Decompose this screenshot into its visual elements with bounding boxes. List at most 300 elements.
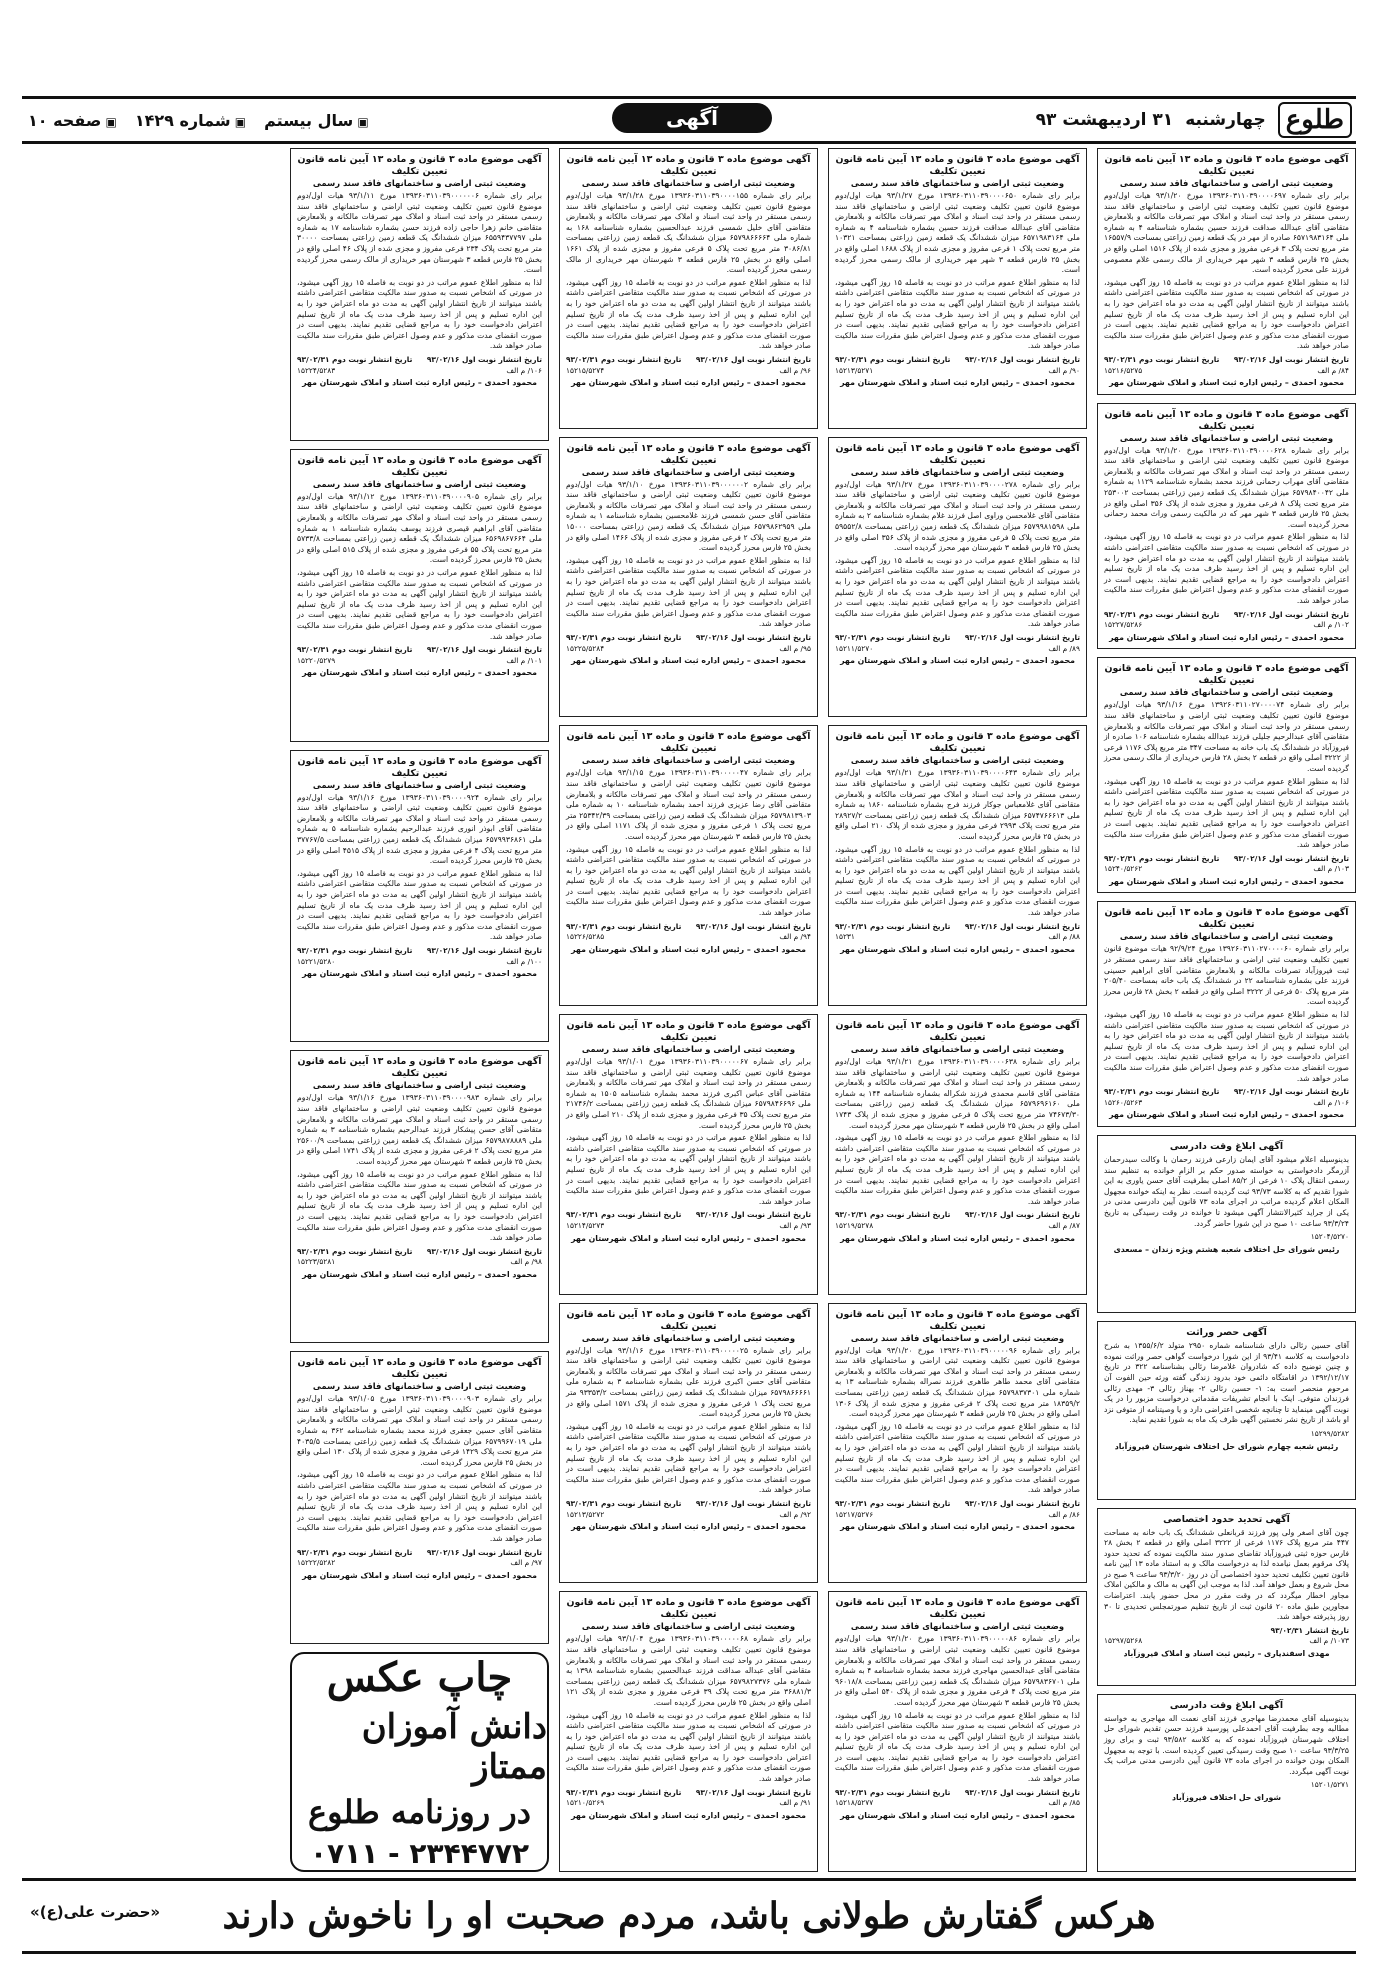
ad-body: برابر رای شماره ۱۳۹۳۶۰۳۱۱۰۳۹۰۰۰۰۹۰۵ مورخ ۹۳/۱/۱۲ هیات اول/دوم موضوع قانون تعیین تکلیف وضعیت ثبتی اراضی و ساختمانهای فاقد سند رسمی مستقر در واحد ثبت اسناد و املاک مهر تصرفات مالکانه و بلامعارض متقاضی آقای ابراهیم قیصری فرزند یوسف بشماره شناسنامه ۱ به شماره ملی ۶۵۶۹۸۶۷۶۶۴ میزان ششدانگ یک قطعه زمین زراعتی بمساحت ۵۷۳۳/۸ متر مربع تحت پلاک ۵۵ فرعی مفروز و مجزی شده از پلاک ۵۱۵ اصلی واقع در بخش ۲۵ فارس محرز گردیده است. [297,491,543,565]
ad-body: برابر رای شماره ۱۳۹۳۶۰۳۱۱۰۳۹۰۰۰۰۶۳۸ مورخ ۹۳/۱/۲۱ هیات اول/دوم موضوع قانون تعیین تکلیف وضعیت ثبتی اراضی و ساختمانهای فاقد سند رسمی مستقر در واحد ثبت اسناد و املاک مهر تصرفات مالکانه و بلامعارض متقاضی آقای قاسم محمدی فرزند شکراله بشماره شناسنامه ۱۴۴ به شماره ملی ۶۵۷۹۶۹۶۱۶۰ میزان ششدانگ یک قطعه زمین زراعتی بمساحت ۷۴۶۷۳/۳۰ متر مربع تحت پلاک ۵ فرعی مفروز و مجزی شده از پلاک ۱۷۴۳ اصلی واقع در بخش ۲۵ فارس قطعه ۳ شهرستان مهر محرز گردیده است. [835,1057,1080,1130]
ad-number: ۹۰/ م الف [1048,365,1080,375]
ad-title: آگهی موضوع ماده ۳ قانون و ماده ۱۳ آیین نامه قانون تعیین تکلیف [566,731,811,755]
publish-date-second: تاریخ انتشار نوبت دوم ۹۳/۰۲/۳۱ [566,1499,682,1508]
classified-ad [559,1014,818,1295]
ad-signature: محمود احمدی – رئیس اداره ثبت اسناد و املاک شهرستان مهر [302,378,537,388]
publish-date-first: تاریخ انتشار نوبت اول ۹۳/۰۲/۱۶ [964,921,1080,931]
promo-line-2: دانش آموزان ممتاز [361,1706,547,1787]
classified-ad [1097,901,1356,1127]
ad-title: آگهی موضوع ماده ۳ قانون و ماده ۱۳ آیین نامه قانون تعیین تکلیف [835,1020,1080,1044]
ad-column [290,148,549,1872]
publish-date-first: تاریخ انتشار نوبت اول ۹۳/۰۲/۱۶ [426,1547,542,1557]
publish-date-first: تاریخ انتشار نوبت اول ۹۳/۰۲/۱۶ [1233,1087,1349,1097]
ad-body: برابر رای شماره ۱۳۹۳۶۰۳۱۱۰۳۹۰۰۰۰۶۵۰ مورخ ۹۳/۱/۲۷ هیات اول/دوم موضوع قانون تعیین تکلیف وضعیت ثبتی اراضی و ساختمانهای فاقد سند رسمی مستقر در واحد ثبت اسناد و املاک مهر تصرفات مالکانه و بلامعارض متقاضی آقای عبدالله صداقت فرزند حسین بشماره شناسنامه ۴ به شماره ملی ۶۵۷۱۹۸۳۱۶۴ میزان ششدانگ یک قطعه زمین زراعتی بمساحت ۱۰۳۲۱ متر مربع تحت پلاک ۱ فرعی مفروز و مجزی شده از پلاک ۱۶۸۸ اصلی واقع در بخش ۲۵ فارس قطعه ۳ شهر مهر خریداری از مالک رسمی محرز گردیده است. [835,191,1081,275]
classified-ad [290,750,549,1043]
ad-subtitle: وضعیت ثبتی اراضی و ساختمانهای فاقد سند رسمی [850,1044,1065,1055]
ad-number: ۸۸/ م الف [1048,932,1080,942]
ad-number: ۱۰۷۳/ م الف [1309,1636,1349,1646]
publish-date-second: تاریخ انتشار نوبت دوم ۹۳/۰۲/۳۱ [1104,609,1220,619]
ad-title: آگهی موضوع ماده ۳ قانون و ماده ۱۳ آیین نامه قانون تعیین تکلیف [566,1308,811,1332]
publish-date-first: تاریخ انتشار نوبت اول ۹۳/۰۲/۱۶ [426,1246,542,1256]
ad-body: برابر رای شماره ۱۳۹۲۶۰۳۱۱۰۲۷۰۰۰۰۶۰ مورخ ۹۲/۹/۲۴ هیات موضوع قانون تعیین تکلیف وضعیت ثبتی اراضی و ساختمانهای فاقد سند رسمی مستقر در ثبت فیروزآباد تصرفات مالکانه و بلامعارض متقاضی آقای ابراهیم حسینی فرزند علی بشماره شناسنامه ۲۲ در ششدانگ یک باب خانه بمساحت ۲۰۵/۴۰ متر مربع پلاک ۵۰ فرعی از ۳۲۲۲ اصلی واقع در قطعه ۲ بخش ۲۸ فارس محرز گردیده است. [1104,944,1350,1007]
classified-ad [559,1591,818,1872]
ad-subtitle: وضعیت ثبتی اراضی و ساختمانهای فاقد سند رسمی [581,755,796,766]
ad-body: بدینوسیله اعلام میشود آقای ایمان زارعی فرزند رحمان با وکالت سیدرحمان آزرمگر دادخواستی به خواسته صدور حکم بر الزام خوانده به تنظیم سند رسمی انتقال پلاک ۱۰ فرعی از ۸۵/۲ اصلی بطرفیت آقای حسن یاوری به این شورا تقدیم که به کلاسه ۹۳/۷۳ ثبت گردیده است. نظر به اینکه خوانده مجهول المکان اعلام گردیده مراتب در اجرای ماده ۷۳ قانون آیین دادرسی مدنی در یکی از جراید کثیرالانتشار آگهی میشود تا خوانده در وقت رسیدگی به تاریخ ۹۳/۳/۲۴ ساعت ۱۰ صبح در این شورا حاضر گردد. [1104,1154,1349,1228]
ad-signature: محمود احمدی – رئیس اداره ثبت اسناد و املاک شهرستان مهر [840,378,1075,388]
ad-reference [835,1221,1080,1232]
ad-reference [1104,864,1349,875]
ad-number: ۱۵۲۹۹/۵۲۸۲ [1310,1428,1349,1438]
ad-publish-dates [835,633,1080,644]
ad-code: ۱۵۲۱۱/۵۲۷۰ [835,643,874,653]
ad-signature: محمود احمدی – رئیس اداره ثبت اسناد و املاک شهرستان مهر [302,1269,537,1279]
classified-ad [1097,657,1356,893]
ad-signature: محمود احمدی – رئیس اداره ثبت اسناد و املاک شهرستان مهر [1109,1110,1344,1120]
publish-date-second: تاریخ انتشار نوبت دوم ۹۳/۰۲/۳۱ [1104,853,1220,863]
ad-body: برابر رای شماره ۱۳۹۳۶۰۳۱۱۰۳۹۰۰۰۰۶۲۸ مورخ ۹۳/۱/۲۰ هیات اول/دوم موضوع قانون تعیین تکلیف وضعیت ثبتی اراضی و ساختمانهای فاقد سند رسمی مستقر در واحد ثبت اسناد و املاک مهر تصرفات مالکانه و بلامعارض متقاضی آقای مهراب رحمانی فرزند محمد بشماره شناسنامه ۱۱۲۹ به شماره ملی ۶۵۷۹۸۴۰۰۴۲ میزان ششدانگ یک قطعه زمین زراعتی بمساحت ۲۵۳۰۰۲ متر مربع تحت پلاک ۸ فرعی مفروز و مجزی شده از پلاک ۳۵۶ اصلی واقع در بخش ۲۵ فارس قطعه ۳ شهر مهر که در مالکیت رسمی وراث محمد رحمانی محرز گردیده است. [1104,445,1350,529]
ad-signature: محمود احمدی – رئیس اداره ثبت اسناد و املاک شهرستان مهر [571,1233,806,1243]
ad-publish-dates [1104,355,1349,366]
ad-reference [297,366,542,377]
issue-day: چهارشنبه [1185,110,1266,130]
ad-body: برابر رای شماره ۱۳۹۳۶۰۳۱۱۰۳۹۰۰۰۰۰۰۶ مورخ ۹۳/۱/۱۱ هیات اول/دوم موضوع قانون تعیین تکلیف وضعیت ثبتی اراضی و ساختمانهای فاقد سند رسمی مستقر در واحد ثبت اسناد و املاک مهر تصرفات مالکانه و بلامعارض متقاضی خانم زهرا حاجی زاده فرزند حسن بشماره شناسنامه ۱۷ به شماره ملی ۶۵۵۹۴۳۷۷۹۷ میزان ششدانگ یک قطعه زمین زراعتی بمساحت ۳۰۰۰۰ متر مربع تحت پلاک ۲۳۴ فرعی مفروز و مجزی شده از پلاک ۴۶ اصلی واقع در بخش ۲۵ فارس قطعه ۳ شهرستان مهر خریداری از مالک رسمی محرز گردیده است. [297,191,543,275]
ad-reference [566,644,811,655]
ad-number: ۹۳/ م الف [779,1220,811,1230]
ad-signature: محمود احمدی – رئیس اداره ثبت اسناد و املاک شهرستان مهر [302,668,537,678]
newspaper-page [22,96,1356,1952]
section-title: آگهی [612,103,772,133]
newspaper-logo: طلوع [1278,102,1352,138]
ad-body: برابر رای شماره ۱۳۹۳۶۰۳۱۱۰۳۹۰۰۰۰۲۷۸ مورخ ۹۳/۱/۲۷ هیات اول/دوم موضوع قانون تعیین تکلیف وضعیت ثبتی اراضی و ساختمانهای فاقد سند رسمی مستقر در واحد ثبت اسناد و املاک مهر تصرفات مالکانه و بلامعارض متقاضی آقای غلامحسن وراوی اصل فرزند غلام بشماره شناسنامه ۲ به شماره ملی ۶۵۷۹۹۸۱۵۹۸ میزان ششدانگ یک قطعه زمین زراعتی بمساحت ۵۹۵۵۲/۸ متر مربع تحت پلاک ۵ فرعی مفروز و مجزی شده از پلاک ۳۵۶ اصلی واقع در بخش ۲۵ فارس قطعه ۳ شهرستان مهر محرز گردیده است. [835,479,1081,553]
ad-title: آگهی موضوع ماده ۳ قانون و ماده ۱۳ آیین نامه قانون تعیین تکلیف [297,154,542,177]
publish-date-second: تاریخ انتشار نوبت دوم ۹۳/۰۲/۳۱ [297,645,413,655]
ad-publish-dates [1104,1087,1349,1098]
ad-code: ۱۵۲۲۱/۵۲۸۰ [297,956,336,966]
ad-title: آگهی تحدید حدود اختصاصی [1163,1513,1290,1525]
publish-date-second: تاریخ انتشار نوبت دوم ۹۳/۰۲/۳۱ [297,354,413,364]
ad-publish-dates [297,1247,542,1258]
ad-title: آگهی موضوع ماده ۳ قانون و ماده ۱۳ آیین نامه قانون تعیین تکلیف [297,1357,542,1381]
publish-date-first: تاریخ انتشار نوبت اول ۹۳/۰۲/۱۶ [426,354,542,364]
classified-ad [828,148,1087,429]
classified-ad [1097,1135,1356,1313]
publish-date-second: تاریخ انتشار نوبت دوم ۹۳/۰۲/۳۱ [1104,1087,1220,1097]
ad-number: ۱۰۲/ م الف [1313,620,1349,630]
ad-title: آگهی موضوع ماده ۳ قانون و ماده ۱۳ آیین نامه قانون تعیین تکلیف [835,154,1080,177]
ad-publish-dates [835,1210,1080,1221]
ad-body: آقای حسین رئالی دارای شناسنامه شماره ۲۹۵۰ متولد ۱۳۵۵/۶/۲ به شرح دادخواست به کلاسه ۹۳/۴۱ از این شورا درخواست گواهی حصر وراثت نموده و چنین توضیح داده که شادروان غلامرضا رئالی بشناسنامه ۳۲۲ در تاریخ ۱۳۹۲/۱۲/۱۷ در اقامتگاه دائمی خود بدرود زندگی گفته ورثه حین الفوت آن مرحوم منحصر است به: ۱- حسین رئالی ۲- بهناز رئالی ۳- مهدی رئالی فرزندان متوفی. اینک با انجام تشریفات مقدماتی درخواست مزبور را در یک نوبت آگهی مینماید تا چنانچه شخصی اعتراضی دارد و یا وصیتنامه از متوفی نزد او باشد از تاریخ نشر نخستین آگهی ظرف یک ماه به شورا تقدیم نماید. [1104,1341,1349,1425]
ad-publish-dates [566,355,811,366]
ad-number: ۱۰۰/ م الف [506,956,542,966]
publish-date-first: تاریخ انتشار نوبت اول ۹۳/۰۲/۱۶ [964,1210,1080,1220]
ad-publish-dates [1104,1626,1349,1637]
publish-date-first: تاریخ انتشار نوبت اول ۹۳/۰۲/۱۶ [695,921,811,931]
ad-subtitle: وضعیت ثبتی اراضی و ساختمانهای فاقد سند رسمی [312,1381,527,1392]
masthead-left [22,111,369,130]
ad-publish-dates [1104,610,1349,621]
ad-subtitle: وضعیت ثبتی اراضی و ساختمانهای فاقد سند رسمی [581,178,796,188]
ad-reference [1104,1429,1349,1440]
ad-title: آگهی موضوع ماده ۳ قانون و ماده ۱۳ آیین نامه قانون تعیین تکلیف [1104,154,1349,177]
publish-date-second: تاریخ انتشار نوبت دوم ۹۳/۰۲/۳۱ [835,632,951,642]
ad-publish-dates [297,1548,542,1559]
ad-signature: محمود احمدی – رئیس اداره ثبت اسناد و املاک شهرستان مهر [840,656,1075,666]
ad-body: برابر رای شماره ۱۳۹۳۶۰۳۱۱۰۳۹۰۰۰۰۰۶۷ مورخ ۹۳/۱/۰۱ هیات اول/دوم موضوع قانون تعیین تکلیف وضعیت ثبتی اراضی و ساختمانهای فاقد سند رسمی مستقر در واحد ثبت اسناد و املاک مهر تصرفات مالکانه و بلامعارض متقاضی آقای عباس اکبری فرزند محمد بشماره شناسنامه ۱۵۰۵ به شماره ملی ۶۵۷۹۸۴۶۶۹۶ میزان ششدانگ یک قطعه زمین زراعتی بمساحت ۲۱۷۴۶/۲ متر مربع تحت پلاک ۳۵ فرعی مفروز و مجزی شده از پلاک ۲۱۰ اصلی واقع در بخش ۲۵ فارس محرز گردیده است. [566,1057,812,1130]
ad-signature: محمود احمدی – رئیس اداره ثبت اسناد و املاک شهرستان مهر [840,1233,1075,1243]
ad-title: آگهی ابلاغ وقت دادرسی [1169,1140,1284,1152]
publish-date-second: تاریخ انتشار نوبت دوم ۹۳/۰۲/۳۱ [1104,354,1220,364]
ad-signature: محمود احمدی – رئیس اداره ثبت اسناد و املاک شهرستان مهر [840,1810,1075,1820]
ad-title: آگهی موضوع ماده ۳ قانون و ماده ۱۳ آیین نامه قانون تعیین تکلیف [297,755,542,779]
ad-column [1097,148,1356,1872]
ad-publish-dates [566,1499,811,1510]
ad-body: برابر رای شماره ۱۳۹۳۶۰۳۱۱۰۳۹۰۰۰۰۰۹۶ مورخ ۹۳/۱/۲۰ هیات اول/دوم موضوع قانون تعیین تکلیف وضعیت ثبتی اراضی و ساختمانهای فاقد سند رسمی مستقر در واحد ثبت اسناد و املاک مهر تصرفات مالکانه و بلامعارض متقاضی آقای محمد طاهر طاهری فرزند نصراله بشماره شناسنامه ۱۳ به شماره ملی ۶۵۷۹۸۳۷۳۰۱ میزان ششدانگ یک قطعه زمین زراعتی بمساحت ۱۸۳۵۹/۲ متر مربع تحت پلاک ۲ فرعی مفروز و مجزی شده از پلاک ۱۳۰۶ اصلی واقع در بخش ۲۵ فارس قطعه ۳ شهرستان مهر محرز گردیده است. [835,1345,1080,1419]
ad-number: ۱۰۳/ م الف [1313,864,1349,874]
ad-subtitle: وضعیت ثبتی اراضی و ساختمانهای فاقد سند رسمی [312,779,527,790]
ad-reference [297,1558,542,1569]
ad-reference [566,932,811,943]
publish-date-first: تاریخ انتشار نوبت اول ۹۳/۰۲/۱۶ [426,645,542,655]
ad-number: ۸۹/ م الف [1048,643,1080,653]
footer-attribution: «حضرت علی(ع)» [30,1903,161,1921]
publish-date-second: تاریخ انتشار نوبت دوم ۹۳/۰۲/۳۱ [566,632,682,642]
ad-number: ۱۵۲۰۱/۵۲۷۱ [1310,1780,1349,1790]
ad-body: برابر رای شماره ۱۳۹۳۶۰۳۱۱۰۳۹۰۰۰۰۶۹۷ مورخ ۹۳/۱/۲۰ هیات اول/دوم موضوع قانون تعیین تکلیف وضعیت ثبتی اراضی و ساختمانهای فاقد سند رسمی مستقر در واحد ثبت اسناد و املاک مهر تصرفات مالکانه و بلامعارض متقاضی آقای عبدالله صداقت فرزند حسین بشماره شناسنامه ۴ به شماره ملی ۶۵۷۱۹۸۳۱۶۴ صادره از مهر در یک قطعه زمین زراعتی بمساحت ۱۶۵۵۷/۹ متر مربع تحت پلاک ۳ فرعی مفروز و مجزی شده از پلاک ۱۵۱۶ اصلی واقع در بخش ۲۵ فارس قطعه ۳ شهر مهر خریداری از مالک رسمی غلام معصومی فرزند علی محرز گردیده است. [1104,191,1350,275]
ad-title: آگهی موضوع ماده ۳ قانون و ماده ۱۳ آیین نامه قانون تعیین تکلیف [1104,907,1349,931]
ad-subtitle: وضعیت ثبتی اراضی و ساختمانهای فاقد سند رسمی [850,466,1065,477]
ad-title: آگهی موضوع ماده ۳ قانون و ماده ۱۳ آیین نامه قانون تعیین تکلیف [835,1308,1080,1332]
ad-reference [835,932,1080,943]
publish-date-first: تاریخ انتشار نوبت اول ۹۳/۰۲/۱۶ [695,354,811,364]
ad-legal-notice: لذا به منظور اطلاع عموم مراتب در دو نوبت به فاصله ۱۵ روز آگهی میشود، در صورتی که اشخاص نسبت به صدور سند مالکیت متقاضی اعتراضی داشته باشند میتوانند از تاریخ انتشار اولین آگهی به مدت دو ماه اعتراض خود را به این اداره تسلیم و پس از اخذ رسید ظرف مدت یک ماه از تاریخ تسلیم اعتراض دادخواست خود را به مراجع قضایی تقدیم نمایند. بدیهی است در صورت انقضای مدت مذکور و عدم وصول اعتراض طبق مقررات سند مالکیت صادر خواهد شد. [835,1421,1081,1495]
promo-line-1: چاپ عکس [326,1653,513,1701]
ad-number: ۸۷/ م الف [1048,1220,1080,1230]
ad-signature: محمود احمدی – رئیس اداره ثبت اسناد و املاک شهرستان مهر [1109,632,1344,642]
ad-code: ۱۵۲۲۰/۵۲۷۹ [297,655,336,665]
publish-date-first: تاریخ انتشار نوبت اول ۹۳/۰۲/۱۶ [964,1787,1080,1797]
classified-ad [1097,403,1356,650]
ad-publish-dates [835,1499,1080,1510]
ad-subtitle: وضعیت ثبتی اراضی و ساختمانهای فاقد سند رسمی [581,466,796,477]
ad-title: آگهی موضوع ماده ۳ قانون و ماده ۱۳ آیین نامه قانون تعیین تکلیف [566,154,811,177]
ad-publish-dates [566,1210,811,1221]
ad-number: ۱۰۶/ م الف [1313,1097,1349,1107]
ad-subtitle: وضعیت ثبتی اراضی و ساختمانهای فاقد سند رسمی [850,178,1065,188]
ad-publish-dates [566,922,811,933]
ad-code: ۱۵۲۱۹/۵۲۷۸ [835,1220,874,1230]
ad-title: آگهی موضوع ماده ۳ قانون و ماده ۱۳ آیین نامه قانون تعیین تکلیف [835,731,1080,755]
ad-subtitle: وضعیت ثبتی اراضی و ساختمانهای فاقد سند رسمی [850,755,1065,766]
classified-ad [828,1303,1087,1584]
ad-code: ۱۵۲۲۲/۵۲۸۲ [297,1558,336,1568]
classified-ad [290,449,549,742]
ad-signature: محمود احمدی – رئیس اداره ثبت اسناد و املاک شهرستان مهر [840,1522,1075,1532]
ad-body: برابر رای شماره ۱۳۹۳۶۰۳۱۱۰۳۹۰۰۰۰۹۰۳ مورخ ۹۳/۱/۰۵ هیات اول/دوم موضوع قانون تعیین تکلیف وضعیت ثبتی اراضی و ساختمانهای فاقد سند رسمی مستقر در واحد ثبت اسناد و املاک مهر تصرفات مالکانه و بلامعارض متقاضی آقای حسین جعفری فرزند محمد بشماره شناسنامه ۳۶۲ به شماره ملی ۶۵۷۹۹۶۷۰۱۹ میزان ششدانگ یک قطعه زمین زراعتی بمساحت ۴۰۳۵/۵ متر مربع تحت پلاک ۱۴۲۹ فرعی مفروز و مجزی شده از پلاک ۱۳۰ اصلی واقع در بخش ۲۵ فارس محرز گردیده است. [297,1394,543,1467]
ad-reference [835,366,1080,377]
ad-body: برابر رای شماره ۱۳۹۳۶۰۳۱۱۰۳۹۰۰۰۰۰۸۶ مورخ ۹۳/۱/۲۰ هیات اول/دوم موضوع قانون تعیین تکلیف وضعیت ثبتی اراضی و ساختمانهای فاقد سند رسمی مستقر در واحد ثبت اسناد و املاک مهر تصرفات مالکانه و بلامعارض متقاضی آقای عبدالحسین مهاجری فرزند محمد بشماره شناسنامه ۴ به شماره ملی ۶۵۷۹۸۳۶۷۰۱ میزان ششدانگ یک قطعه زمین زراعتی بمساحت ۹۶۰۱۸/۸ متر مربع تحت پلاک ۴ فرعی مفروز و مجزی شده از پلاک ۵۴۰ اصلی واقع در بخش ۲۵ فارس قطعه ۳ شهرستان مهر محرز گردیده است. [835,1634,1081,1707]
ad-legal-notice: لذا به منظور اطلاع عموم مراتب در دو نوبت به فاصله ۱۵ روز آگهی میشود، در صورتی که اشخاص نسبت به صدور سند مالکیت متقاضی اعتراضی داشته باشند میتوانند از تاریخ انتشار اولین آگهی به مدت دو ماه اعتراض خود را به این اداره تسلیم و پس از اخذ رسید ظرف مدت یک ماه از تاریخ تسلیم اعتراض دادخواست خود را به مراجع قضایی تقدیم نمایند. بدیهی است در صورت انقضای مدت مذکور و عدم وصول اعتراض طبق مقررات سند مالکیت صادر خواهد شد. [297,1169,543,1243]
ad-legal-notice: لذا به منظور اطلاع عموم مراتب در دو نوبت به فاصله ۱۵ روز آگهی میشود، در صورتی که اشخاص نسبت به صدور سند مالکیت متقاضی اعتراضی داشته باشند میتوانند از تاریخ انتشار اولین آگهی به مدت دو ماه اعتراض خود را به این اداره تسلیم و پس از اخذ رسید ظرف مدت یک ماه از تاریخ تسلیم اعتراض دادخواست خود را به مراجع قضایی تقدیم نمایند. بدیهی است در صورت انقضای مدت مذکور و عدم وصول اعتراض طبق مقررات سند مالکیت صادر خواهد شد. [835,555,1081,629]
ad-code: ۱۵۲۱۶/۵۲۷۵ [1104,365,1143,375]
classified-ad [559,148,818,429]
ad-legal-notice: لذا به منظور اطلاع عموم مراتب در دو نوبت به فاصله ۱۵ روز آگهی میشود، در صورتی که اشخاص نسبت به صدور سند مالکیت متقاضی اعتراضی داشته باشند میتوانند از تاریخ انتشار اولین آگهی به مدت دو ماه اعتراض خود را به این اداره تسلیم و پس از اخذ رسید ظرف مدت یک ماه از تاریخ تسلیم اعتراض دادخواست خود را به مراجع قضایی تقدیم نمایند. بدیهی است در صورت انقضای مدت مذکور و عدم وصول اعتراض طبق مقررات سند مالکیت صادر خواهد شد. [1104,277,1350,351]
ad-body: بدینوسیله آقای محمدرضا مهاجری فرزند آقای نعمت اله مهاجری به خواسته مطالبه وجه بطرفیت آقای احمدعلی پورسید فرزند حسن تقدیم شورای حل اختلاف شهرستان فیروزآباد نموده که به کلاسه ۹۳/۵۸۲ ثبت و برای روز ۹۳/۳/۲۵ ساعت ۱۰ صبح وقت رسیدگی تعیین گردیده است. با توجه به مجهول المکان بودن خوانده در اجرای ماده ۷۳ قانون آیین دادرسی مدنی مراتب یک نوبت آگهی میگردد. [1104,1713,1349,1776]
ad-legal-notice: لذا به منظور اطلاع عموم مراتب در دو نوبت به فاصله ۱۵ روز آگهی میشود، در صورتی که اشخاص نسبت به صدور سند مالکیت متقاضی اعتراضی داشته باشند میتوانند از تاریخ انتشار اولین آگهی به مدت دو ماه اعتراض خود را به این اداره تسلیم و پس از اخذ رسید ظرف مدت یک ماه از تاریخ تسلیم اعتراض دادخواست خود را به مراجع قضایی تقدیم نمایند. بدیهی است در صورت انقضای مدت مذکور و عدم وصول اعتراض طبق مقررات سند مالکیت صادر خواهد شد. [835,1133,1081,1206]
ad-number: ۹۷/ م الف [510,1558,542,1568]
publish-date-second: تاریخ انتشار نوبت دوم ۹۳/۰۲/۳۱ [297,1547,413,1557]
ad-subtitle: وضعیت ثبتی اراضی و ساختمانهای فاقد سند رسمی [581,1621,796,1632]
ad-body: برابر رای شماره ۱۳۹۳۶۰۳۱۱۰۳۹۰۰۰۰۰۲۵ مورخ ۹۳/۱/۱۶ هیات اول/دوم موضوع قانون تعیین تکلیف وضعیت ثبتی اراضی و ساختمانهای فاقد سند رسمی مستقر در واحد ثبت اسناد و املاک مهر تصرفات مالکانه و بلامعارض متقاضی آقای حسن اکبری فرزند علی بشماره شناسنامه ۳ به شماره ملی ۶۵۷۹۸۶۶۶۶۱ میزان ششدانگ یک قطعه زمین زراعتی بمساحت ۹۳۳۵۳/۲ متر مربع تحت پلاک ۱ فرعی مفروز و مجزی شده از پلاک ۱۵۷۱ اصلی واقع در بخش ۲۵ فارس محرز گردیده است. [566,1345,811,1419]
ad-title: آگهی موضوع ماده ۳ قانون و ماده ۱۳ آیین نامه قانون تعیین تکلیف [835,442,1080,466]
publish-date-first: تاریخ انتشار نوبت اول ۹۳/۰۲/۱۶ [1233,853,1349,863]
ad-signature: محمود احمدی – رئیس اداره ثبت اسناد و املاک شهرستان مهر [571,378,806,388]
ad-signature: محمود احمدی – رئیس اداره ثبت اسناد و املاک شهرستان مهر [302,1570,537,1580]
ad-legal-notice: لذا به منظور اطلاع عموم مراتب در دو نوبت به فاصله ۱۵ روز آگهی میشود، در صورتی که اشخاص نسبت به صدور سند مالکیت متقاضی اعتراضی داشته باشند میتوانند از تاریخ انتشار اولین آگهی به مدت دو ماه اعتراض خود را به این اداره تسلیم و پس از اخذ رسید ظرف مدت یک ماه از تاریخ تسلیم اعتراض دادخواست خود را به مراجع قضایی تقدیم نمایند. بدیهی است در صورت انقضای مدت مذکور و عدم وصول اعتراض طبق مقررات سند مالکیت صادر خواهد شد. [297,868,543,942]
ad-reference [835,1510,1080,1521]
ad-body: برابر رای شماره ۱۳۹۳۶۰۳۱۱۰۳۹۰۰۰۰۰۶۸ مورخ ۹۳/۱/۰۴ هیات اول/دوم موضوع قانون تعیین تکلیف وضعیت ثبتی اراضی و ساختمانهای فاقد سند رسمی مستقر در واحد ثبت اسناد و املاک مهر تصرفات مالکانه و بلامعارض متقاضی آقای عبداله صداقت فرزند عبدالحسین بشماره شناسنامه ۱۳۹۸ به شماره ملی ۶۵۷۹۸۲۷۳۷۶ میزان ششدانگ یک قطعه زمین زراعتی بمساحت ۳۶۸۸۱/۳ متر مربع تحت پلاک ۳۹ فرعی مفروز و مجزی شده از پلاک ۱۲۱ اصلی واقع در بخش ۲۵ فارس محرز گردیده است. [566,1634,811,1707]
ad-legal-notice: لذا به منظور اطلاع عموم مراتب در دو نوبت به فاصله ۱۵ روز آگهی میشود، در صورتی که اشخاص نسبت به صدور سند مالکیت متقاضی اعتراضی داشته باشند میتوانند از تاریخ انتشار اولین آگهی به مدت دو ماه اعتراض خود را به این اداره تسلیم و پس از اخذ رسید ظرف مدت یک ماه از تاریخ تسلیم اعتراض دادخواست خود را به مراجع قضایی تقدیم نمایند. بدیهی است در صورت انقضای مدت مذکور و عدم وصول اعتراض طبق مقررات سند مالکیت صادر خواهد شد. [566,555,812,629]
ad-column [559,148,818,1872]
ad-subtitle: وضعیت ثبتی اراضی و ساختمانهای فاقد سند رسمی [1119,432,1334,443]
ad-code: ۱۵۲۳۱ [835,932,855,942]
ad-number: ۸۵/ م الف [1048,1798,1080,1808]
classified-ad [828,1591,1087,1872]
promo-line-3: در روزنامه طلوع [308,1792,531,1831]
publish-date-second: تاریخ انتشار نوبت دوم ۹۳/۰۲/۳۱ [835,354,951,364]
ad-signature: مهدی اسفندیاری – رئیس ثبت اسناد و املاک فیروزآباد [1123,1649,1330,1659]
publish-date-first: تاریخ انتشار نوبت اول ۹۳/۰۲/۱۶ [695,1210,811,1220]
ad-reference [566,366,811,377]
ad-legal-notice: لذا به منظور اطلاع عموم مراتب در دو نوبت به فاصله ۱۵ روز آگهی میشود، در صورتی که اشخاص نسبت به صدور سند مالکیت متقاضی اعتراضی داشته باشند میتوانند از تاریخ انتشار اولین آگهی به مدت دو ماه اعتراض خود را به این اداره تسلیم و پس از اخذ رسید ظرف مدت یک ماه از تاریخ تسلیم اعتراض دادخواست خود را به مراجع قضایی تقدیم نمایند. بدیهی است در صورت انقضای مدت مذکور و عدم وصول اعتراض طبق مقررات سند مالکیت صادر خواهد شد. [1104,532,1350,605]
ad-publish-dates [566,1788,811,1799]
ad-legal-notice: لذا به منظور اطلاع عموم مراتب در دو نوبت به فاصله ۱۵ روز آگهی میشود، در صورتی که اشخاص نسبت به صدور سند مالکیت متقاضی اعتراضی داشته باشند میتوانند از تاریخ انتشار اولین آگهی به مدت دو ماه اعتراض خود را به این اداره تسلیم و پس از اخذ رسید ظرف مدت یک ماه از تاریخ تسلیم اعتراض دادخواست خود را به مراجع قضایی تقدیم نمایند. بدیهی است در صورت انقضای مدت مذکور و عدم وصول اعتراض طبق مقررات سند مالکیت صادر خواهد شد. [835,1710,1081,1784]
ad-body: برابر رای شماره ۱۳۹۳۶۰۳۱۱۰۳۹۰۰۰۰۹۲۴ مورخ ۹۳/۱/۱۶ هیات اول/دوم موضوع قانون تعیین تکلیف وضعیت ثبتی اراضی و ساختمانهای فاقد سند رسمی مستقر در واحد ثبت اسناد و املاک مهر تصرفات مالکانه و بلامعارض متقاضی آقای ابوذر انوری فرزند عبدالرحیم بشماره شناسنامه ۵ به شماره ملی ۶۵۷۹۹۳۶۸۶۱ میزان ششدانگ یک قطعه زمین زراعتی بمساحت ۳۷۷۶۷/۵ متر مربع تحت پلاک ۴ فرعی مفروز و مجزی شده از پلاک ۴۵۱۵ اصلی واقع در بخش ۲۵ فارس محرز گردیده است. [297,792,543,866]
classified-ad [1097,1694,1356,1872]
ad-reference [1104,1232,1349,1243]
masthead-right [1036,102,1356,138]
publish-date-second: تاریخ انتشار نوبت دوم ۹۳/۰۲/۳۱ [835,1210,951,1220]
ad-legal-notice: لذا به منظور اطلاع عموم مراتب در دو نوبت به فاصله ۱۵ روز آگهی میشود، در صورتی که اشخاص نسبت به صدور سند مالکیت متقاضی اعتراضی داشته باشند میتوانند از تاریخ انتشار اولین آگهی به مدت دو ماه اعتراض خود را به این اداره تسلیم و پس از اخذ رسید ظرف مدت یک ماه از تاریخ تسلیم اعتراض دادخواست خود را به مراجع قضایی تقدیم نمایند. بدیهی است در صورت انقضای مدت مذکور و عدم وصول اعتراض طبق مقررات سند مالکیت صادر خواهد شد. [297,567,543,641]
ad-number: ۹۲/ م الف [779,1509,811,1519]
publish-date-first: تاریخ انتشار نوبت اول ۹۳/۰۲/۱۶ [695,632,811,642]
ad-publish-dates [835,355,1080,366]
ad-body: برابر رای شماره ۱۳۹۳۶۰۳۱۱۰۳۹۰۰۰۰۹۸۳ مورخ ۹۳/۱/۱۶ هیات اول/دوم موضوع قانون تعیین تکلیف وضعیت ثبتی اراضی و ساختمانهای فاقد سند رسمی مستقر در واحد ثبت اسناد و املاک مهر تصرفات مالکانه و بلامعارض متقاضی آقای حسن پیشکار فرزند عبدالرحیم بشماره شناسنامه ۳ به شماره ملی ۶۵۷۹۸۷۸۸۸۹ میزان ششدانگ یک قطعه زمین زراعتی بمساحت ۲۵۶۰۰/۹ متر مربع تحت پلاک ۲ فرعی مفروز و مجزی شده از پلاک ۱۷۴۱ اصلی واقع در بخش ۲۵ فارس قطعه ۳ شهرستان مهر محرز گردیده است. [297,1093,543,1166]
publish-date-second: تاریخ انتشار نوبت دوم ۹۳/۰۲/۳۱ [835,1499,951,1508]
ad-reference [297,957,542,968]
publish-date-second: تاریخ انتشار نوبت دوم ۹۳/۰۲/۳۱ [566,921,682,931]
ad-body: چون آقای اصغر ولی پور فرزند قربانعلی ششدانگ یک باب خانه به مساحت ۴۴۷ متر مربع پلاک ۱۱۷۶ فرعی از ۳۲۲۲ اصلی واقع در قطعه ۲ بخش ۲۸ فارس حوزه ثبتی فیروزآباد تقاضای صدور سند مالکیت نموده که تحدید حدود پلاک مرقوم بعمل نیامده لذا به درخواست مالک و به استناد ماده ۱۳ آیین نامه قانون تعیین تکلیف تحدید حدود اختصاصی آن در روز ۹۳/۳/۲۰ ساعت ۹ صبح در محل شروع و بعمل خواهد آمد. لذا به موجب این آگهی به مالک و مالکین املاک مجاور اخطار میگردد که در وقت مقرر در محل حضور یابند. اعتراضات مجاورین طبق ماده ۲۰ قانون ثبت از تاریخ تنظیم صورتمجلس تحدیدی تا ۳۰ روز پذیرفته خواهد شد. [1104,1527,1349,1622]
ad-subtitle: وضعیت ثبتی اراضی و ساختمانهای فاقد سند رسمی [581,1332,796,1343]
ad-body: برابر رای شماره ۱۳۹۲۶۰۳۱۱۰۲۷۰۰۰۰۷۴ مورخ ۹۳/۱/۱۶ هیات اول/دوم موضوع قانون تعیین تکلیف وضعیت ثبتی اراضی و ساختمانهای فاقد سند رسمی مستقر در واحد ثبت اسناد و املاک مهر تصرفات مالکانه و بلامعارض متقاضی آقای عبدالرحیم جلیلی فرزند عبدالله بشماره شناسنامه ۱۰۶ صادره از فیروزآباد در ششدانگ یک باب خانه به مساحت ۳۴۷ متر مربع پلاک ۱۱۷۶ فرعی از ۳۲۲۲ اصلی واقع در قطعه ۲ بخش ۲۸ فارس خریداری از مالک رسمی محرز گردیده است. [1104,700,1350,773]
ad-number: ۱۰۱/ م الف [506,655,542,665]
ad-subtitle: وضعیت ثبتی اراضی و ساختمانهای فاقد سند رسمی [850,1332,1065,1343]
classified-ad [559,437,818,718]
ad-signature: محمود احمدی – رئیس اداره ثبت اسناد و املاک شهرستان مهر [302,969,537,979]
ad-subtitle: وضعیت ثبتی اراضی و ساختمانهای فاقد سند رسمی [1119,178,1334,188]
ad-subtitle: وضعیت ثبتی اراضی و ساختمانهای فاقد سند رسمی [850,1621,1065,1632]
ad-legal-notice: لذا به منظور اطلاع عموم مراتب در دو نوبت به فاصله ۱۵ روز آگهی میشود، در صورتی که اشخاص نسبت به صدور سند مالکیت متقاضی اعتراضی داشته باشند میتوانند از تاریخ انتشار اولین آگهی به مدت دو ماه اعتراض خود را به این اداره تسلیم و پس از اخذ رسید ظرف مدت یک ماه از تاریخ تسلیم اعتراض دادخواست خود را به مراجع قضایی تقدیم نمایند. بدیهی است در صورت انقضای مدت مذکور و عدم وصول اعتراض طبق مقررات سند مالکیت صادر خواهد شد. [566,844,812,918]
ad-legal-notice: لذا به منظور اطلاع عموم مراتب در دو نوبت به فاصله ۱۵ روز آگهی میشود، در صورتی که اشخاص نسبت به صدور سند مالکیت متقاضی اعتراضی داشته باشند میتوانند از تاریخ انتشار اولین آگهی به مدت دو ماه اعتراض خود را به این اداره تسلیم و پس از اخذ رسید ظرف مدت یک ماه از تاریخ تسلیم اعتراض دادخواست خود را به مراجع قضایی تقدیم نمایند. بدیهی است در صورت انقضای مدت مذکور و عدم وصول اعتراض طبق مقررات سند مالکیت صادر خواهد شد. [835,277,1081,351]
ad-subtitle: وضعیت ثبتی اراضی و ساختمانهای فاقد سند رسمی [581,1044,796,1055]
ad-reference [1104,1780,1349,1791]
publish-date-second: تاریخ انتشار نوبت دوم ۹۳/۰۲/۳۱ [566,1210,682,1220]
ad-publish-dates [297,645,542,656]
classified-ad [1097,148,1356,395]
ad-legal-notice: لذا به منظور اطلاع عموم مراتب در دو نوبت به فاصله ۱۵ روز آگهی میشود، در صورتی که اشخاص نسبت به صدور سند مالکیت متقاضی اعتراضی داشته باشند میتوانند از تاریخ انتشار اولین آگهی به مدت دو ماه اعتراض خود را به این اداره تسلیم و پس از اخذ رسید ظرف مدت یک ماه از تاریخ تسلیم اعتراض دادخواست خود را به مراجع قضایی تقدیم نمایند. بدیهی است در صورت انقضای مدت مذکور و عدم وصول اعتراض طبق مقررات سند مالکیت صادر خواهد شد. [1104,1010,1350,1083]
classified-ad [828,437,1087,718]
ad-signature: رئیس شورای حل اختلاف شعبه هشتم ویژه زندان – مسعدی [1113,1244,1340,1254]
ad-number: ۹۵/ م الف [779,643,811,653]
ad-number: ۹۸/ م الف [510,1257,542,1267]
publish-date-first: تاریخ انتشار نوبت اول ۹۳/۰۲/۱۶ [695,1499,811,1508]
ad-reference [566,1221,811,1232]
ad-number: ۹۱/ م الف [779,1798,811,1808]
ad-reference [566,1798,811,1809]
publish-date-second: تاریخ انتشار نوبت دوم ۹۳/۰۲/۳۱ [566,1787,682,1797]
masthead [22,96,1356,144]
page-number: ▣ صفحه ۱۰ [28,111,117,130]
ad-title: آگهی موضوع ماده ۳ قانون و ماده ۱۳ آیین نامه قانون تعیین تکلیف [1104,663,1349,687]
ad-title: آگهی حصر وراثت [1186,1327,1267,1339]
classified-ad [828,725,1087,1006]
footer-quote-bar [22,1878,1356,1954]
ad-reference [835,644,1080,655]
ad-legal-notice: لذا به منظور اطلاع عموم مراتب در دو نوبت به فاصله ۱۵ روز آگهی میشود، در صورتی که اشخاص نسبت به صدور سند مالکیت متقاضی اعتراضی داشته باشند میتوانند از تاریخ انتشار اولین آگهی به مدت دو ماه اعتراض خود را به این اداره تسلیم و پس از اخذ رسید ظرف مدت یک ماه از تاریخ تسلیم اعتراض دادخواست خود را به مراجع قضایی تقدیم نمایند. بدیهی است در صورت انقضای مدت مذکور و عدم وصول اعتراض طبق مقررات سند مالکیت صادر خواهد شد. [566,1421,812,1495]
ad-signature: محمود احمدی – رئیس اداره ثبت اسناد و املاک شهرستان مهر [1109,876,1344,886]
ad-subtitle: وضعیت ثبتی اراضی و ساختمانهای فاقد سند رسمی [312,478,527,489]
ad-publish-dates [297,946,542,957]
ad-number: ۸۴/ م الف [1317,365,1349,375]
ad-signature: محمود احمدی – رئیس اداره ثبت اسناد و املاک شهرستان مهر [571,656,806,666]
ad-legal-notice: لذا به منظور اطلاع عموم مراتب در دو نوبت به فاصله ۱۵ روز آگهی میشود، در صورتی که اشخاص نسبت به صدور سند مالکیت متقاضی اعتراضی داشته باشند میتوانند از تاریخ انتشار اولین آگهی به مدت دو ماه اعتراض خود را به این اداره تسلیم و پس از اخذ رسید ظرف مدت یک ماه از تاریخ تسلیم اعتراض دادخواست خود را به مراجع قضایی تقدیم نمایند. بدیهی است در صورت انقضای مدت مذکور و عدم وصول اعتراض طبق مقررات سند مالکیت صادر خواهد شد. [297,1470,543,1543]
ad-signature: محمود احمدی – رئیس اداره ثبت اسناد و املاک شهرستان مهر [840,944,1075,954]
publish-date-second: تاریخ انتشار نوبت دوم ۹۳/۰۲/۳۱ [835,1787,951,1797]
ad-legal-notice: لذا به منظور اطلاع عموم مراتب در دو نوبت به فاصله ۱۵ روز آگهی میشود، در صورتی که اشخاص نسبت به صدور سند مالکیت متقاضی اعتراضی داشته باشند میتوانند از تاریخ انتشار اولین آگهی به مدت دو ماه اعتراض خود را به این اداره تسلیم و پس از اخذ رسید ظرف مدت یک ماه از تاریخ تسلیم اعتراض دادخواست خود را به مراجع قضایی تقدیم نمایند. بدیهی است در صورت انقضای مدت مذکور و عدم وصول اعتراض طبق مقررات سند مالکیت صادر خواهد شد. [566,277,812,351]
publish-date-first: تاریخ انتشار نوبت اول ۹۳/۰۲/۱۶ [964,1499,1080,1508]
ad-publish-dates [1104,854,1349,865]
ad-signature: رئیس شعبه چهارم شورای حل اختلاف شهرستان فیروزآباد [1114,1441,1339,1451]
ad-signature: محمود احمدی – رئیس اداره ثبت اسناد و املاک شهرستان مهر [571,1522,806,1532]
ad-title: آگهی موضوع ماده ۳ قانون و ماده ۱۳ آیین نامه قانون تعیین تکلیف [566,1020,811,1044]
publish-date-second: تاریخ انتشار نوبت دوم ۹۳/۰۲/۳۱ [297,945,413,955]
ad-code: ۱۵۲۱۷/۵۲۷۶ [835,1509,874,1519]
issue-date: ۳۱ اردیبهشت ۹۳ [1035,110,1174,130]
publish-date-first: تاریخ انتشار نوبت اول ۹۳/۰۲/۱۶ [426,945,542,955]
ad-reference [1104,1636,1349,1647]
issue-number: ▣ شماره ۱۴۲۹ [135,111,246,130]
publish-date-first: تاریخ انتشار نوبت اول ۹۳/۰۲/۱۶ [1233,354,1349,364]
ad-column [828,148,1087,1872]
ad-title: آگهی موضوع ماده ۳ قانون و ماده ۱۳ آیین نامه قانون تعیین تکلیف [566,442,811,466]
ad-subtitle: وضعیت ثبتی اراضی و ساختمانهای فاقد سند رسمی [1119,931,1334,942]
ad-publish-dates [297,355,542,366]
ad-code: ۱۵۲۲۳/۵۲۸۱ [297,1257,336,1267]
ad-signature: محمود احمدی – رئیس اداره ثبت اسناد و املاک شهرستان مهر [571,944,806,954]
ad-reference [835,1798,1080,1809]
promo-box [290,1652,549,1872]
publish-date-first: تاریخ انتشار نوبت اول ۹۳/۰۲/۱۶ [964,354,1080,364]
classified-ad [559,1303,818,1584]
ad-legal-notice: لذا به منظور اطلاع عموم مراتب در دو نوبت به فاصله ۱۵ روز آگهی میشود، در صورتی که اشخاص نسبت به صدور سند مالکیت متقاضی اعتراضی داشته باشند میتوانند از تاریخ انتشار اولین آگهی به مدت دو ماه اعتراض خود را به این اداره تسلیم و پس از اخذ رسید ظرف مدت یک ماه از تاریخ تسلیم اعتراض دادخواست خود را به مراجع قضایی تقدیم نمایند. بدیهی است در صورت انقضای مدت مذکور و عدم وصول اعتراض طبق مقررات سند مالکیت صادر خواهد شد. [566,1133,812,1206]
year-label: ▣ سال بیستم [264,111,369,130]
ad-number: ۱۵۲۰۴/۵۲۷۰ [1310,1232,1349,1242]
ad-code: ۱۵۲۲۶/۵۲۸۵ [566,932,605,942]
ad-subtitle: وضعیت ثبتی اراضی و ساختمانهای فاقد سند رسمی [312,1080,527,1091]
promo-phone: ۰۷۱۱ - ۲۳۴۴۷۷۲ [309,1836,530,1870]
footer-quote: هرکس گفتارش طولانی باشد، مردم صحبت او را ناخوش دارند [222,1895,1156,1937]
ad-signature: محمود احمدی – رئیس اداره ثبت اسناد و املاک شهرستان مهر [571,1810,806,1820]
ad-title: آگهی موضوع ماده ۳ قانون و ماده ۱۳ آیین نامه قانون تعیین تکلیف [297,454,542,478]
ad-publish-dates [566,633,811,644]
ad-reference [1104,620,1349,631]
ad-code: ۱۵۲۱۰/۵۲۶۹ [566,1798,605,1808]
ad-columns [22,148,1356,1872]
ad-title: آگهی موضوع ماده ۳ قانون و ماده ۱۳ آیین نامه قانون تعیین تکلیف [835,1597,1080,1621]
classified-ad [828,1014,1087,1295]
ad-code: ۱۵۲۲۵/۵۲۸۴ [566,643,605,653]
classified-ad [290,1050,549,1343]
publish-date-second: تاریخ انتشار نوبت دوم ۹۳/۰۲/۳۱ [566,354,682,364]
ad-body: برابر رای شماره ۱۳۹۳۶۰۳۱۱۰۳۹۰۰۰۰۱۵۵ مورخ ۹۳/۱/۲۸ هیات اول/دوم موضوع قانون تعیین تکلیف وضعیت ثبتی اراضی و ساختمانهای فاقد سند رسمی مستقر در واحد ثبت اسناد و املاک مهر تصرفات مالکانه و بلامعارض متقاضی آقای خلیل شمسی فرزند عبدالحسین بشماره شناسنامه ۱۶۸ به شماره ملی ۶۵۷۹۸۶۶۶۶۴ میزان ششدانگ یک قطعه زمین زراعتی بمساحت ۳۰۸۶/۸۱ متر مربع تحت پلاک ۵ فرعی مفروز و مجزی شده از پلاک ۱۶۶۱ اصلی واقع در بخش ۲۵ فارس قطعه ۳ شهرستان مهر خریداری از مالک رسمی محرز گردیده است. [566,191,811,275]
ad-body: برابر رای شماره ۱۳۹۳۶۰۳۱۱۰۳۹۰۰۰۰۶۴۳ مورخ ۹۳/۱/۲۱ هیات اول/دوم موضوع قانون تعیین تکلیف وضعیت ثبتی اراضی و ساختمانهای فاقد سند رسمی مستقر در واحد ثبت اسناد و املاک مهر تصرفات مالکانه و بلامعارض متقاضی آقای غلامعباس جوکار فرزند فرج بشماره شناسنامه ۱۸۶۰ به شماره ملی ۶۵۷۴۷۶۶۶۱۳ میزان ششدانگ یک قطعه زمین زراعتی بمساحت ۲۸۹۲۷/۲ متر مربع تحت پلاک ۲۹۹۳ فرعی مفروز و مجزی شده از پلاک ۲۱۰ اصلی واقع در بخش ۲۵ فارس محرز گردیده است. [835,768,1081,841]
ad-code: ۱۵۲۹۷/۵۲۶۸ [1104,1636,1143,1646]
publish-date-first: تاریخ انتشار نوبت اول ۹۳/۰۲/۱۶ [1233,609,1349,619]
ad-code: ۱۵۲۲۷/۵۲۸۶ [1104,620,1143,630]
classified-ad [290,1351,549,1644]
ad-subtitle: وضعیت ثبتی اراضی و ساختمانهای فاقد سند رسمی [312,178,527,188]
ad-reference [566,1510,811,1521]
classified-ad [290,148,549,441]
classified-ad [1097,1321,1356,1499]
ad-publish-dates [835,1788,1080,1799]
ad-code: ۱۵۲۲۴/۵۲۸۳ [297,365,336,375]
ad-signature: شورای حل اختلاف فیروزآباد [1171,1792,1282,1802]
publish-date-second: تاریخ انتشار نوبت دوم ۹۳/۰۲/۳۱ [297,1246,413,1256]
publish-date-first: تاریخ انتشار نوبت اول ۹۳/۰۲/۱۶ [964,632,1080,642]
ad-publish-dates [835,922,1080,933]
ad-number: ۹۶/ م الف [779,365,811,375]
publish-date-first: تاریخ انتشار ۹۳/۰۲/۳۱ [1270,1625,1349,1635]
ad-code: ۱۵۲۱۳/۵۲۷۲ [566,1509,605,1519]
ad-title: آگهی موضوع ماده ۳ قانون و ماده ۱۳ آیین نامه قانون تعیین تکلیف [566,1597,811,1621]
ad-code: ۱۵۲۱۳/۵۲۷۱ [835,365,874,375]
ad-title: آگهی موضوع ماده ۳ قانون و ماده ۱۳ آیین نامه قانون تعیین تکلیف [1104,408,1349,432]
classified-ad [1097,1508,1356,1686]
ad-code: ۱۵۲۴۰/۵۲۶۲ [1104,864,1143,874]
ad-code: ۱۵۲۶۰/۵۲۶۳ [1104,1097,1143,1107]
ad-subtitle: وضعیت ثبتی اراضی و ساختمانهای فاقد سند رسمی [1119,687,1334,698]
ad-code: ۱۵۲۱۸/۵۲۷۷ [835,1798,874,1808]
ad-legal-notice: لذا به منظور اطلاع عموم مراتب در دو نوبت به فاصله ۱۵ روز آگهی میشود، در صورتی که اشخاص نسبت به صدور سند مالکیت متقاضی اعتراضی داشته باشند میتوانند از تاریخ انتشار اولین آگهی به مدت دو ماه اعتراض خود را به این اداره تسلیم و پس از اخذ رسید ظرف مدت یک ماه از تاریخ تسلیم اعتراض دادخواست خود را به مراجع قضایی تقدیم نمایند. بدیهی است در صورت انقضای مدت مذکور و عدم وصول اعتراض طبق مقررات سند مالکیت صادر خواهد شد. [566,1710,812,1784]
publish-date-first: تاریخ انتشار نوبت اول ۹۳/۰۲/۱۶ [695,1787,811,1797]
ad-body: برابر رای شماره ۱۳۹۳۶۰۳۱۱۰۳۹۰۰۰۰۰۰۲ مورخ ۹۳/۱/۱۰ هیات اول/دوم موضوع قانون تعیین تکلیف وضعیت ثبتی اراضی و ساختمانهای فاقد سند رسمی مستقر در واحد ثبت اسناد و املاک مهر تصرفات مالکانه و بلامعارض متقاضی آقای حسن شمسی فرزند غلامحسین بشماره شناسنامه ۱ به شماره ملی ۶۵۷۹۸۶۲۹۵۹ میزان ششدانگ یک قطعه زمین زراعتی بمساحت ۱۵۰۰۰ متر مربع تحت پلاک ۲ فرعی مفروز و مجزی شده از پلاک ۱۴۶۶ اصلی واقع در بخش ۲۵ فارس محرز گردیده است. [566,479,812,553]
ad-reference [1104,366,1349,377]
ad-code: ۱۵۲۱۵/۵۲۷۴ [566,365,605,375]
ad-reference [297,656,542,667]
classified-ad [559,725,818,1006]
ad-legal-notice: لذا به منظور اطلاع عموم مراتب در دو نوبت به فاصله ۱۵ روز آگهی میشود، در صورتی که اشخاص نسبت به صدور سند مالکیت متقاضی اعتراضی داشته باشند میتوانند از تاریخ انتشار اولین آگهی به مدت دو ماه اعتراض خود را به این اداره تسلیم و پس از اخذ رسید ظرف مدت یک ماه از تاریخ تسلیم اعتراض دادخواست خود را به مراجع قضایی تقدیم نمایند. بدیهی است در صورت انقضای مدت مذکور و عدم وصول اعتراض طبق مقررات سند مالکیت صادر خواهد شد. [297,277,543,351]
ad-code: ۱۵۲۱۴/۵۲۷۳ [566,1220,605,1230]
publish-date-second: تاریخ انتشار نوبت دوم ۹۳/۰۲/۳۱ [835,921,951,931]
ad-number: ۹۴/ م الف [779,932,811,942]
ad-number: ۱۰۶/ م الف [506,365,542,375]
ad-title: آگهی موضوع ماده ۳ قانون و ماده ۱۳ آیین نامه قانون تعیین تکلیف [297,1056,542,1080]
ad-signature: محمود احمدی – رئیس اداره ثبت اسناد و املاک شهرستان مهر [1109,378,1344,388]
ad-number: ۸۶/ م الف [1048,1509,1080,1519]
ad-reference [297,1257,542,1268]
ad-body: برابر رای شماره ۱۳۹۳۶۰۳۱۱۰۳۹۰۰۰۰۰۴۷ مورخ ۹۳/۱/۱۵ هیات اول/دوم موضوع قانون تعیین تکلیف وضعیت ثبتی اراضی و ساختمانهای فاقد سند رسمی مستقر در واحد ثبت اسناد و املاک مهر تصرفات مالکانه و بلامعارض متقاضی آقای رضا عزیزی فرزند احمد بشماره شناسنامه ۱۰ به شماره ملی ۶۵۷۹۸۱۳۹۰۳ میزان ششدانگ یک قطعه زمین زراعتی بمساحت ۲۵۳۴۲/۳۹ متر مربع تحت پلاک ۱ فرعی مفروز و مجزی شده از پلاک ۱۱۷۱ اصلی واقع در بخش ۲۵ فارس قطعه ۳ شهرستان مهر محرز گردیده است. [566,768,811,841]
ad-legal-notice: لذا به منظور اطلاع عموم مراتب در دو نوبت به فاصله ۱۵ روز آگهی میشود، در صورتی که اشخاص نسبت به صدور سند مالکیت متقاضی اعتراضی داشته باشند میتوانند از تاریخ انتشار اولین آگهی به مدت دو ماه اعتراض خود را به این اداره تسلیم و پس از اخذ رسید ظرف مدت یک ماه از تاریخ تسلیم اعتراض دادخواست خود را به مراجع قضایی تقدیم نمایند. بدیهی است در صورت انقضای مدت مذکور و عدم وصول اعتراض طبق مقررات سند مالکیت صادر خواهد شد. [1104,776,1350,850]
